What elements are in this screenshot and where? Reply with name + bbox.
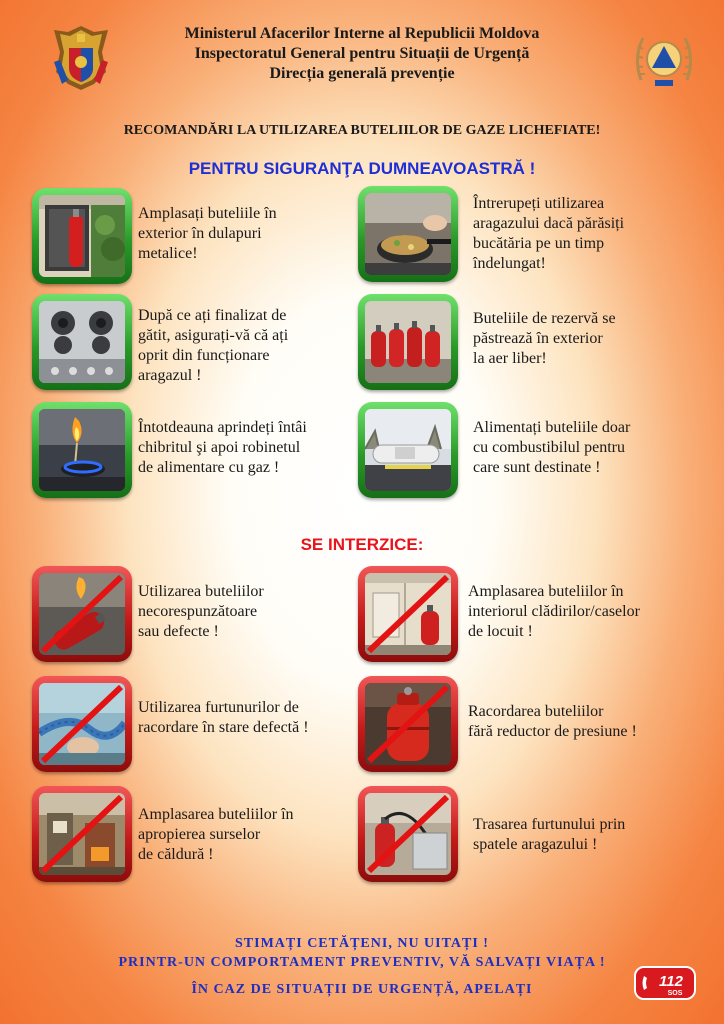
footer-emergency-call: ÎN CAZ DE SITUAȚII DE URGENȚĂ, APELAȚI: [191, 982, 533, 997]
forbidden-image-2: [358, 566, 458, 662]
forbidden-text-4: Racordarea buteliilor fără reductor de presiune !: [468, 703, 637, 740]
ministry-name: Ministerul Afacerilor Interne al Republicii Moldova: [184, 25, 540, 42]
hose-behind-stove-prohibited-icon: [365, 793, 451, 875]
safety-text-5: Întotdeauna aprindeți întâi chibritul şi apoi robinetul de alimentare cu gaz !: [138, 419, 307, 476]
emergency-number: 112: [659, 973, 683, 990]
directorate-name: Direcția generală prevenție: [269, 65, 455, 82]
forbidden-text-6: Trasarea furtunului prin spatele aragazului !: [473, 816, 626, 853]
forbidden-text-3: Utilizarea furtunurilor de racordare în stare defectă !: [138, 699, 309, 736]
heat-source-prohibited-icon: [39, 793, 125, 875]
match-flame-burner-photo: [39, 409, 125, 491]
poster-title: RECOMANDĂRI LA UTILIZAREA BUTELIILOR DE GAZE LICHEFIATE!: [123, 123, 601, 138]
no-regulator-prohibited-icon: [365, 683, 451, 765]
defective-hose-prohibited-icon: [39, 683, 125, 765]
cooking-pan-photo: [365, 193, 451, 275]
red-cylinders-photo: [365, 301, 451, 383]
footer-reminder: STIMAȚI CETĂȚENI, NU UITAȚI !: [235, 936, 489, 951]
forbidden-image-3: [32, 676, 132, 772]
forbidden-image-1: [32, 566, 132, 662]
forbidden-image-4: [358, 676, 458, 772]
gas-filling-station-photo: [365, 409, 451, 491]
forbidden-text-1: Utilizarea buteliilor necorespunzătoare sau defecte !: [138, 583, 264, 640]
safety-heading: PENTRU SIGURANŢA DUMNEAVOASTRĂ !: [188, 159, 536, 178]
forbidden-text-5: Amplasarea buteliilor în apropierea surselor de căldură !: [138, 806, 294, 863]
indoor-cylinder-prohibited-icon: [365, 573, 451, 655]
emergency-112-sos-icon: [634, 966, 696, 1000]
stove-top-photo: [39, 301, 125, 383]
safety-text-2: Întrerupeți utilizarea aragazului dacă părăsiți bucătăria pe un timp îndelungat!: [473, 195, 625, 272]
metal-cabinet-cylinder-photo: [39, 195, 125, 277]
safety-image-5: [32, 402, 132, 498]
inspectorate-name: Inspectoratul General pentru Situații de Urgență: [194, 45, 530, 62]
safety-image-6: [358, 402, 458, 498]
emergency-sos-label: SOS: [667, 990, 683, 997]
safety-image-2: [358, 186, 458, 282]
footer-prevention-message: PRINTR-UN COMPORTAMENT PREVENTIV, VĂ SALVAȚI VIAȚA !: [118, 955, 606, 970]
safety-text-6: Alimentați buteliile doar cu combustibilul pentru care sunt destinate !: [473, 419, 631, 476]
forbidden-image-5: [32, 786, 132, 882]
safety-image-1: [32, 188, 132, 284]
safety-text-4: Buteliile de rezervă se păstrează în exterior la aer liber!: [473, 310, 616, 367]
safety-text-3: După ce ați finalizat de gătit, asigurați-vă că ați oprit din funcționare aragazul !: [138, 307, 289, 384]
safety-text-1: Amplasați buteliile în exterior în dulapuri metalice!: [138, 205, 277, 262]
damaged-cylinder-prohibited-icon: [39, 573, 125, 655]
safety-image-4: [358, 294, 458, 390]
safety-image-3: [32, 294, 132, 390]
forbidden-image-6: [358, 786, 458, 882]
forbidden-text-2: Amplasarea buteliilor în interiorul clădirilor/caselor de locuit !: [468, 583, 640, 640]
forbidden-heading: SE INTERZICE:: [300, 535, 424, 554]
